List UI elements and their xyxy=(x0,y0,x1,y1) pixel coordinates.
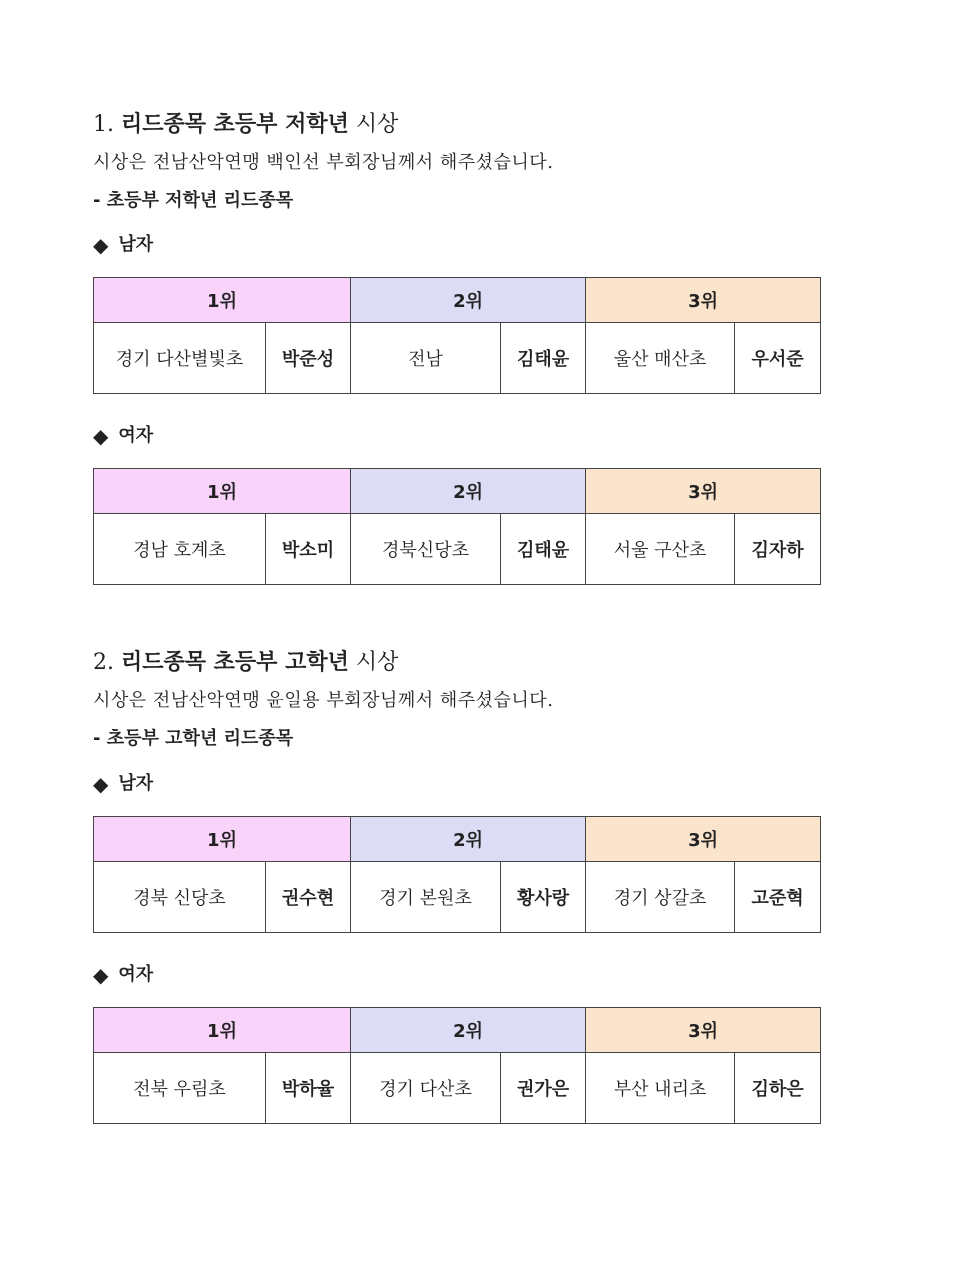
results-table-2-female xyxy=(93,1007,823,1124)
winner-name: 김태윤 xyxy=(501,323,586,394)
results-table-1-male xyxy=(93,277,823,394)
school-cell: 서울 구산초 xyxy=(586,514,735,585)
section-1 xyxy=(93,110,823,214)
winner-name: 권수현 xyxy=(266,862,351,933)
rank-2-header: 2위 xyxy=(351,278,586,323)
rank-2-header: 2위 xyxy=(351,1008,586,1053)
school-cell: 전남 xyxy=(351,323,501,394)
gender-heading: ◆ 남자 xyxy=(93,233,154,257)
school-cell: 경남 호계초 xyxy=(94,514,266,585)
section-2 xyxy=(93,648,823,752)
diamond-icon: ◆ xyxy=(93,963,109,987)
rank-header-row xyxy=(94,1008,821,1053)
rank-1-header: 1위 xyxy=(94,469,351,514)
winner-name: 우서준 xyxy=(735,323,821,394)
winner-name: 김하은 xyxy=(735,1053,821,1124)
school-cell: 부산 내리초 xyxy=(586,1053,735,1124)
school-cell: 경북신당초 xyxy=(351,514,501,585)
school-cell: 경기 다산초 xyxy=(351,1053,501,1124)
section-description: 시상은 전남산악연맹 백인선 부회장님께서 해주셨습니다. xyxy=(93,152,554,173)
section-description: 시상은 전남산악연맹 윤일용 부회장님께서 해주셨습니다. xyxy=(93,690,554,711)
school-cell: 울산 매산초 xyxy=(586,323,735,394)
results-table-1-female xyxy=(93,468,823,585)
rank-2-header: 2위 xyxy=(351,817,586,862)
rank-3-header: 3위 xyxy=(586,469,821,514)
school-cell: 경북 신당초 xyxy=(94,862,266,933)
section-subtitle: - 초등부 고학년 리드종목 xyxy=(93,728,294,749)
section-subtitle: - 초등부 저학년 리드종목 xyxy=(93,190,294,211)
group-1-male xyxy=(93,232,823,258)
results-table-2-male xyxy=(93,816,823,933)
winner-row xyxy=(94,1053,821,1124)
winner-name: 박하율 xyxy=(266,1053,351,1124)
winner-name: 권가은 xyxy=(501,1053,586,1124)
rank-header-row xyxy=(94,469,821,514)
gender-heading: ◆ 여자 xyxy=(93,963,154,987)
school-cell: 전북 우림초 xyxy=(94,1053,266,1124)
school-cell: 경기 상갈초 xyxy=(586,862,735,933)
section-title: 2. 리드종목 초등부 고학년 시상 xyxy=(93,650,399,675)
section-title: 1. 리드종목 초등부 저학년 시상 xyxy=(93,112,399,137)
winner-name: 박준성 xyxy=(266,323,351,394)
group-1-female xyxy=(93,423,823,449)
rank-3-header: 3위 xyxy=(586,817,821,862)
diamond-icon: ◆ xyxy=(93,424,109,448)
winner-row xyxy=(94,514,821,585)
rank-header-row xyxy=(94,817,821,862)
rank-1-header: 1위 xyxy=(94,278,351,323)
winner-name: 박소미 xyxy=(266,514,351,585)
diamond-icon: ◆ xyxy=(93,233,109,257)
winner-name: 고준혁 xyxy=(735,862,821,933)
rank-2-header: 2위 xyxy=(351,469,586,514)
rank-header-row xyxy=(94,278,821,323)
diamond-icon: ◆ xyxy=(93,772,109,796)
gender-heading: ◆ 여자 xyxy=(93,424,154,448)
winner-row xyxy=(94,323,821,394)
school-cell: 경기 본원초 xyxy=(351,862,501,933)
winner-row xyxy=(94,862,821,933)
group-2-male xyxy=(93,771,823,797)
winner-name: 김자하 xyxy=(735,514,821,585)
winner-name: 황사랑 xyxy=(501,862,586,933)
rank-3-header: 3위 xyxy=(586,1008,821,1053)
group-2-female xyxy=(93,962,823,988)
school-cell: 경기 다산별빛초 xyxy=(94,323,266,394)
rank-3-header: 3위 xyxy=(586,278,821,323)
rank-1-header: 1위 xyxy=(94,1008,351,1053)
rank-1-header: 1위 xyxy=(94,817,351,862)
winner-name: 김태윤 xyxy=(501,514,586,585)
gender-heading: ◆ 남자 xyxy=(93,772,154,796)
